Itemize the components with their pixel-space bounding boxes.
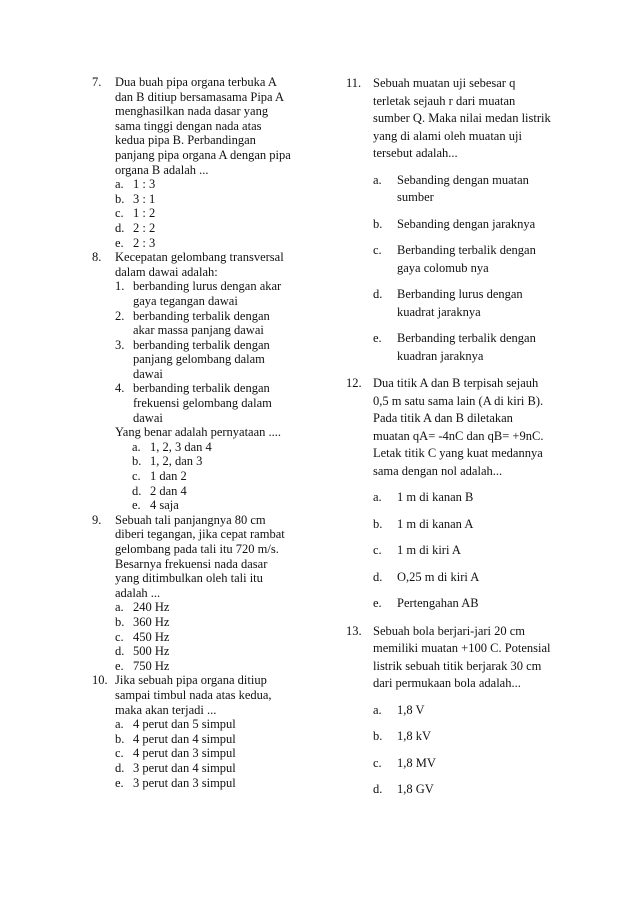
question-11 (346, 75, 606, 163)
statement-prompt: Yang benar adalah pernyataan .... (115, 425, 282, 440)
answer-option (373, 595, 606, 613)
answer-option (115, 659, 332, 674)
option-letter: e. (115, 775, 124, 790)
answer-option (115, 776, 332, 791)
answer-option (115, 177, 332, 192)
answer-option (115, 644, 332, 659)
question-line: memiliki muatan +100 C. Potensial (373, 641, 551, 655)
question-line: Dua buah pipa organa terbuka A (115, 75, 277, 89)
question-number: 10. (92, 673, 108, 688)
option-text: 2 : 3 (133, 235, 156, 250)
option-text: 3 perut dan 4 simpul (133, 760, 236, 775)
question-line: Besarnya frekuensi nada dasar (115, 556, 268, 571)
option-letter: c. (115, 206, 124, 221)
question-text (115, 250, 332, 279)
answer-options (373, 702, 606, 799)
question-line: Pada titik A dan B diletakan (373, 411, 513, 425)
answer-option (373, 569, 606, 587)
option-letter: c. (373, 543, 382, 557)
option-letter: d. (115, 644, 125, 659)
answer-option (115, 221, 332, 236)
answer-options (373, 489, 606, 613)
question-number: 13. (346, 623, 362, 638)
option-letter: b. (115, 191, 125, 206)
option-letter: b. (373, 516, 383, 531)
option-letter: a. (373, 490, 382, 504)
answer-option (373, 542, 606, 560)
question-text (115, 673, 332, 717)
answer-option (115, 717, 332, 732)
option-letter: a. (373, 172, 382, 187)
option-letter: e. (115, 658, 124, 673)
question-line: diberi tegangan, jika cepat rambat (115, 527, 285, 542)
option-text: 1 m di kanan A (397, 516, 474, 531)
question-10 (92, 673, 332, 717)
question-line: Sebuah tali panjangnya 80 cm (115, 512, 266, 527)
option-letter: b. (115, 614, 125, 629)
answer-option (115, 761, 332, 776)
question-number: 11. (346, 76, 362, 90)
statement-line: gaya tegangan dawai (133, 293, 238, 308)
answer-option (373, 330, 606, 365)
option-text: 1, 2, dan 3 (150, 454, 203, 469)
answer-option (115, 732, 332, 747)
answer-option (373, 755, 606, 773)
question-12 (346, 375, 606, 480)
answer-option (115, 192, 332, 207)
question-line: listrik sebuah titik berjarak 30 cm (373, 658, 542, 673)
answer-option (115, 206, 332, 221)
question-line: panjang pipa organa A dengan pipa (115, 147, 291, 162)
option-letter: c. (115, 629, 124, 644)
option-letter: e. (132, 498, 141, 513)
question-line: yang di alami oleh muatan uji (373, 128, 522, 143)
statement-line: dawai (133, 410, 163, 425)
option-text: O,25 m di kiri A (397, 569, 480, 584)
question-text (115, 513, 332, 601)
option-text: 1 m di kiri A (397, 543, 461, 557)
answer-option (115, 615, 332, 630)
question-line: Jika sebuah pipa organa ditiup (115, 673, 267, 688)
question-line: organa B adalah ... (115, 162, 209, 177)
option-letter: d. (373, 569, 383, 584)
option-letter: b. (132, 454, 142, 469)
option-letter: a. (115, 600, 124, 615)
question-line: muatan qA= -4nC dan qB= +9nC. (373, 428, 544, 443)
option-text: kuadran jaraknya (397, 348, 484, 363)
option-letter: a. (115, 177, 124, 192)
statement-item (115, 309, 332, 338)
option-text: 360 Hz (133, 614, 170, 629)
option-text: kuadrat jaraknya (397, 304, 481, 319)
question-line: Sebuah bola berjari-jari 20 cm (373, 623, 526, 638)
question-number: 9. (92, 512, 102, 527)
statement-line: frekuensi gelombang dalam (133, 396, 272, 411)
statement-number: 2. (115, 308, 125, 323)
option-letter: d. (115, 220, 125, 235)
answer-option (132, 440, 332, 455)
question-text (115, 75, 332, 177)
question-line: gelombang pada tali itu 720 m/s. (115, 542, 279, 556)
option-text: 4 saja (150, 498, 179, 513)
question-line: kedua pipa B. Perbandingan (115, 133, 256, 148)
option-text: Berbanding terbalik dengan (397, 243, 536, 257)
question-line: dalam dawai adalah: (115, 264, 218, 279)
option-text: sumber (397, 190, 434, 204)
option-text: Sebanding dengan muatan (397, 172, 529, 187)
answer-option (373, 781, 606, 799)
answer-options (115, 717, 332, 790)
statement-item (115, 338, 332, 382)
answer-option (373, 286, 606, 321)
answer-option (132, 498, 332, 513)
statement-item (115, 381, 332, 425)
option-letter: d. (115, 760, 125, 775)
option-text: 750 Hz (133, 658, 170, 673)
question-line: maka akan terjadi ... (115, 702, 217, 717)
option-letter: b. (373, 216, 383, 231)
answer-option (373, 516, 606, 534)
option-text: gaya colomub nya (397, 260, 489, 275)
option-text: 1 dan 2 (150, 469, 187, 484)
question-number: 8. (92, 250, 102, 265)
answer-option (373, 216, 606, 234)
option-text: 500 Hz (133, 644, 170, 659)
option-text: 3 : 1 (133, 191, 156, 206)
question-line: Dua titik A dan B terpisah sejauh (373, 376, 539, 390)
option-letter: b. (115, 731, 125, 746)
option-letter: e. (115, 235, 124, 250)
statement-number: 4. (115, 381, 125, 396)
statement-number: 3. (115, 337, 125, 352)
answer-option (132, 484, 332, 499)
option-letter: a. (132, 439, 141, 454)
option-letter: b. (373, 729, 383, 743)
option-text: 1 m di kanan B (397, 490, 474, 504)
answer-option (373, 489, 606, 507)
option-text: 1,8 kV (397, 729, 432, 743)
statement-line: panjang gelombang dalam (133, 352, 265, 367)
option-text: Berbanding lurus dengan (397, 287, 523, 301)
option-text: Pertengahan AB (397, 596, 479, 610)
answer-option (115, 236, 332, 251)
answer-option (132, 469, 332, 484)
option-letter: e. (373, 331, 382, 345)
question-line: sumber Q. Maka nilai medan listrik (373, 111, 551, 125)
question-9 (92, 513, 332, 601)
option-text: 1,8 GV (397, 782, 434, 796)
question-line: 0,5 m satu sama lain (A di kiri B). (373, 393, 544, 408)
question-line: yang ditimbulkan oleh tali itu (115, 571, 263, 586)
question-text (373, 75, 606, 163)
statement-line: berbanding terbalik dengan (133, 308, 270, 323)
option-text: 1,8 V (397, 702, 425, 717)
option-letter: e. (373, 596, 382, 610)
question-line: Kecepatan gelombang transversal (115, 250, 284, 265)
option-letter: c. (115, 746, 124, 761)
option-letter: d. (373, 287, 383, 301)
question-line: adalah ... (115, 585, 161, 600)
answer-option (115, 746, 332, 761)
question-line: tersebut adalah... (373, 146, 458, 160)
question-line: terletak sejauh r dari muatan (373, 93, 516, 108)
statement-line: dawai (133, 366, 163, 381)
question-number: 12. (346, 376, 362, 390)
answer-options (115, 600, 332, 673)
option-letter: d. (373, 782, 383, 796)
option-text: 240 Hz (133, 600, 170, 615)
option-text: 4 perut dan 3 simpul (133, 746, 236, 761)
option-letter: c. (373, 243, 382, 257)
option-text: 1 : 3 (133, 177, 156, 192)
option-text: 3 perut dan 3 simpul (133, 775, 236, 790)
option-letter: d. (132, 483, 142, 498)
question-text (373, 375, 606, 480)
answer-option (115, 630, 332, 645)
question-line: sama dengan nol adalah... (373, 463, 503, 478)
statement-line: akar massa panjang dawai (133, 323, 264, 338)
question-line: dan B ditiup bersamasama Pipa A (115, 89, 285, 104)
option-text: 2 dan 4 (150, 483, 187, 498)
question-number: 7. (92, 75, 102, 89)
question-line: sampai timbul nada atas kedua, (115, 687, 272, 702)
answer-options (115, 177, 332, 250)
answer-options (132, 440, 332, 513)
left-column (92, 75, 332, 790)
option-letter: c. (373, 755, 382, 770)
answer-option (373, 728, 606, 746)
question-line: Sebuah muatan uji sebesar q (373, 76, 516, 90)
statement-item (115, 279, 332, 308)
option-text: 450 Hz (133, 629, 170, 644)
statement-line: berbanding terbalik dengan (133, 337, 270, 352)
answer-option (373, 242, 606, 277)
question-7 (92, 75, 332, 177)
answer-option (132, 454, 332, 469)
question-text (373, 623, 606, 693)
option-letter: a. (115, 717, 124, 732)
statement-number: 1. (115, 279, 125, 294)
option-text: Sebanding dengan jaraknya (397, 216, 536, 231)
answer-option (373, 702, 606, 720)
option-text: Berbanding terbalik dengan (397, 331, 536, 345)
question-line: menghasilkan nada dasar yang (115, 104, 269, 119)
question-line: sama tinggi dengan nada atas (115, 118, 262, 133)
answer-option (373, 172, 606, 207)
option-text: 1, 2, 3 dan 4 (150, 439, 212, 454)
option-text: 4 perut dan 4 simpul (133, 731, 236, 746)
question-line: dari permukaan bola adalah... (373, 676, 521, 690)
question-line: Letak titik C yang kuat medannya (373, 446, 543, 460)
option-letter: c. (132, 469, 141, 484)
answer-options (373, 172, 606, 366)
question-13 (346, 623, 606, 693)
answer-option (115, 600, 332, 615)
statement-line: berbanding lurus dengan akar (133, 279, 282, 294)
option-text: 1,8 MV (397, 755, 436, 770)
option-letter: a. (373, 702, 382, 717)
question-8 (92, 250, 332, 279)
option-text: 4 perut dan 5 simpul (133, 717, 236, 732)
statement-list (115, 279, 332, 440)
right-column (346, 75, 606, 799)
option-text: 1 : 2 (133, 206, 156, 221)
option-text: 2 : 2 (133, 220, 156, 235)
statement-line: berbanding terbalik dengan (133, 381, 270, 396)
